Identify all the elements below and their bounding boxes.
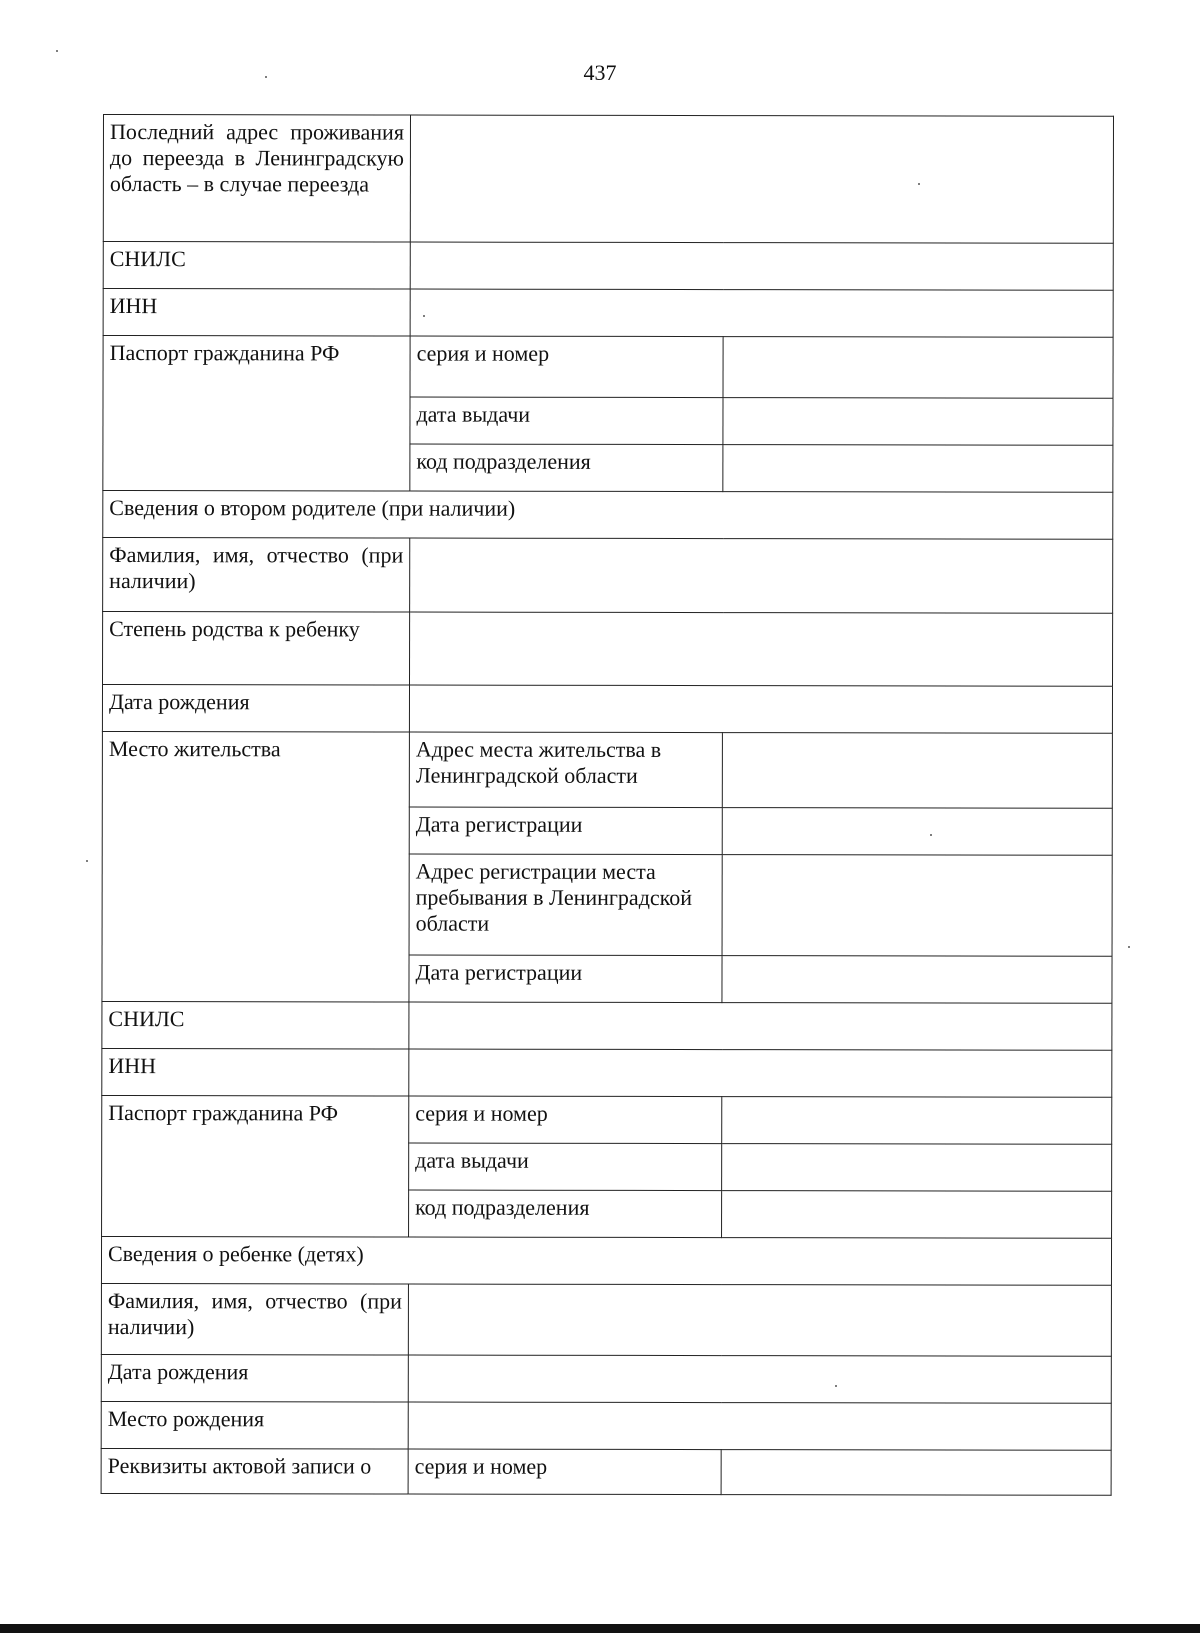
form-row-snils bbox=[103, 242, 1113, 291]
residence-reg-date-field[interactable] bbox=[722, 808, 1112, 856]
form-row-child-birth-date bbox=[101, 1354, 1111, 1403]
form-row-passport-series bbox=[103, 336, 1113, 399]
child-section-title: Сведения о ребенке (детях) bbox=[101, 1236, 1111, 1285]
scan-bottom-edge bbox=[0, 1624, 1200, 1633]
second-parent-passport-series-field[interactable] bbox=[722, 1097, 1112, 1145]
form-row-second-parent-fio bbox=[103, 538, 1113, 614]
second-parent-fio-field[interactable] bbox=[410, 538, 1113, 613]
passport-code-field[interactable] bbox=[723, 445, 1113, 493]
second-parent-inn-label: ИНН bbox=[102, 1048, 409, 1096]
second-parent-passport-date-label: дата выдачи bbox=[409, 1143, 722, 1191]
child-birth-date-label: Дата рождения bbox=[101, 1354, 408, 1402]
residence-address-label: Адрес места жительства в Ленинградской области bbox=[409, 732, 722, 808]
child-birth-place-label: Место рождения bbox=[101, 1401, 408, 1449]
second-parent-passport-series-label: серия и номер bbox=[409, 1096, 722, 1144]
form-row-second-parent-relation bbox=[103, 612, 1113, 687]
residence-address-field[interactable] bbox=[722, 733, 1112, 809]
form-row-second-parent-birth-date bbox=[102, 685, 1112, 734]
second-parent-inn-field[interactable] bbox=[409, 1049, 1112, 1097]
passport-series-label: серия и номер bbox=[410, 336, 723, 398]
form-row-second-parent-passport-series bbox=[102, 1095, 1112, 1144]
last-address-label: Последний адрес проживания до переезда в Ленинградскую область – в случае переезда bbox=[103, 115, 410, 243]
scan-speck bbox=[835, 1385, 837, 1387]
scan-speck bbox=[930, 834, 932, 836]
stay-reg-date-label: Дата регистрации bbox=[409, 955, 722, 1003]
second-parent-passport-code-label: код подразделения bbox=[409, 1190, 722, 1238]
page-number: 437 bbox=[583, 60, 617, 85]
second-parent-residence-label: Место жительства bbox=[102, 731, 409, 1002]
second-parent-birth-date-field[interactable] bbox=[409, 685, 1112, 733]
stay-address-field[interactable] bbox=[722, 855, 1112, 957]
second-parent-relation-field[interactable] bbox=[410, 612, 1113, 686]
form-row-second-parent-inn bbox=[102, 1048, 1112, 1097]
form-row-last-address bbox=[103, 115, 1113, 244]
form-row-child-fio bbox=[101, 1283, 1111, 1356]
stay-address-label: Адрес регистрации места пребывания в Ленинградской области bbox=[409, 854, 722, 956]
child-act-record-label: Реквизиты актовой записи о bbox=[101, 1448, 408, 1494]
second-parent-relation-label: Степень родства к ребенку bbox=[103, 612, 410, 686]
second-parent-fio-label: Фамилия, имя, отчество (при наличии) bbox=[103, 538, 410, 613]
form-row-child-birth-place bbox=[101, 1401, 1111, 1450]
scan-speck bbox=[1128, 946, 1130, 948]
residence-reg-date-label: Дата регистрации bbox=[409, 807, 722, 855]
section-second-parent bbox=[103, 491, 1113, 540]
scan-speck bbox=[918, 183, 920, 185]
child-act-series-field[interactable] bbox=[721, 1450, 1111, 1496]
scan-speck bbox=[423, 315, 425, 317]
child-fio-field[interactable] bbox=[408, 1284, 1111, 1356]
snils-field[interactable] bbox=[410, 242, 1113, 290]
child-fio-label: Фамилия, имя, отчество (при наличии) bbox=[101, 1283, 408, 1355]
child-birth-place-field[interactable] bbox=[408, 1402, 1111, 1450]
scan-speck bbox=[86, 860, 88, 862]
passport-label: Паспорт гражданина РФ bbox=[103, 336, 410, 492]
scan-speck bbox=[265, 76, 267, 78]
form-row-residence-address bbox=[102, 731, 1112, 808]
scan-speck bbox=[56, 50, 58, 52]
second-parent-birth-date-label: Дата рождения bbox=[102, 685, 409, 733]
passport-date-field[interactable] bbox=[723, 398, 1113, 446]
child-birth-date-field[interactable] bbox=[408, 1355, 1111, 1403]
second-parent-passport-date-field[interactable] bbox=[722, 1144, 1112, 1192]
passport-code-label: код подразделения bbox=[410, 444, 723, 492]
last-address-field[interactable] bbox=[410, 115, 1113, 243]
second-parent-snils-field[interactable] bbox=[409, 1002, 1112, 1050]
form-row-child-act-record bbox=[101, 1448, 1111, 1495]
inn-field[interactable] bbox=[410, 289, 1113, 337]
section-child bbox=[101, 1236, 1111, 1285]
inn-label: ИНН bbox=[103, 289, 410, 337]
second-parent-snils-label: СНИЛС bbox=[102, 1001, 409, 1049]
stay-reg-date-field[interactable] bbox=[722, 956, 1112, 1004]
application-form-table bbox=[101, 114, 1114, 1496]
snils-label: СНИЛС bbox=[103, 242, 410, 290]
passport-date-label: дата выдачи bbox=[410, 397, 723, 445]
second-parent-passport-code-field[interactable] bbox=[722, 1191, 1112, 1239]
second-parent-section-title: Сведения о втором родителе (при наличии) bbox=[103, 491, 1113, 540]
form-row-inn bbox=[103, 289, 1113, 338]
second-parent-passport-label: Паспорт гражданина РФ bbox=[102, 1095, 409, 1237]
form-row-second-parent-snils bbox=[102, 1001, 1112, 1050]
child-act-series-label: серия и номер bbox=[408, 1449, 721, 1495]
passport-series-field[interactable] bbox=[723, 337, 1113, 399]
